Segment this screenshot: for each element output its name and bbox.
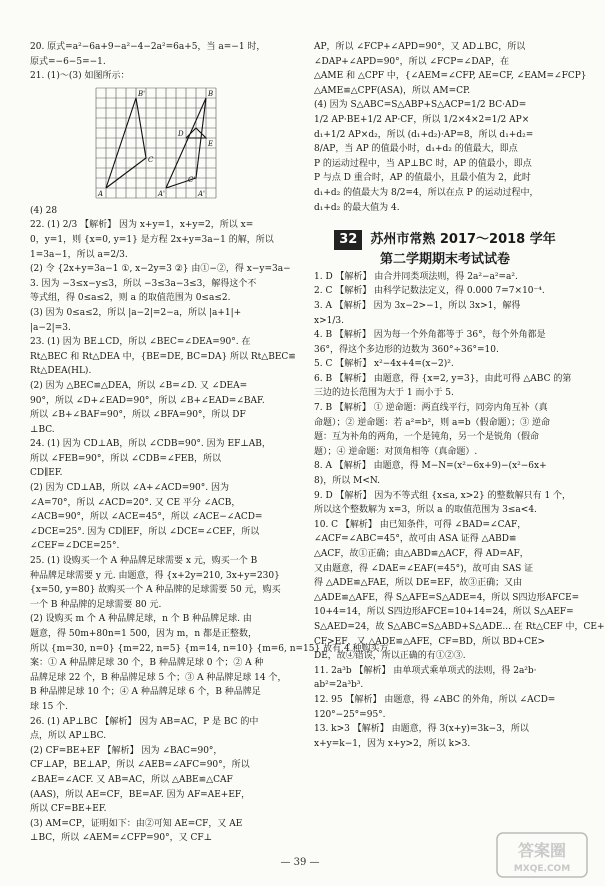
line-text: (AAS)，所以 AE=CF，BE=AF. 因为 AF=AE+EF， <box>30 789 251 800</box>
line-text: 题意，得 50m+80n=1 500，因为 m，n 都是正整数， <box>30 629 257 639</box>
line-text: ab²=2a³b³. <box>314 680 364 691</box>
line-text: 26. (1) AP⊥BC 【解析】 因为 AB=AC，P 是 BC 的中 <box>30 716 259 727</box>
text-line <box>314 518 576 533</box>
text-line <box>314 299 576 314</box>
text-line <box>314 430 576 445</box>
text-line <box>314 562 576 577</box>
line-text: 题）；④ 逆命题：对顶角相等（真命题）. <box>314 446 478 457</box>
text-line <box>314 157 576 172</box>
text-line <box>314 171 576 186</box>
line-text: d₁+1/2 AP×d₂，所以 (d₁+d₂)·AP=8，所以 d₁+d₂= <box>314 129 534 140</box>
text-line <box>314 605 576 620</box>
line-text: 120°−25°=95°. <box>314 709 386 720</box>
line-text: 原式=−6−5=−1. <box>30 56 106 67</box>
text-line <box>314 489 576 504</box>
line-text: 10. C 【解析】 由已知条件，可得 ∠BAD=∠CAF， <box>314 519 527 530</box>
text-line <box>30 539 292 554</box>
line-text: 1/2 AP·BE+1/2 AP·CF，所以 1/2×4×2=1/2 AP× <box>314 114 530 125</box>
line-text: (3) 因为 0≤a≤2，所以 |a−2|=2−a，所以 |a+1|+ <box>30 307 242 318</box>
text-line <box>30 569 292 584</box>
text-line <box>30 802 292 817</box>
line-text: 8/AP，当 AP 的值最小时，d₁+d₂ 的值最大，即点 <box>314 144 518 155</box>
line-text: 7. B 【解析】 ① 逆命题：两直线平行，同旁内角互补（真 <box>314 403 548 414</box>
line-text: 36°，得这个多边形的边数为 360°÷36°=10. <box>314 344 499 355</box>
text-line <box>30 685 292 700</box>
line-text: d₁+d₂ 的最大值为 4. <box>314 202 400 213</box>
text-line <box>30 379 292 394</box>
text-line <box>30 204 292 219</box>
line-text: B 种品牌足球 10 个；④ A 种品牌足球 6 个，B 种品牌足 <box>30 687 261 698</box>
text-line <box>314 576 576 591</box>
text-line <box>314 372 576 387</box>
line-text: 3. A 【解析】 因为 3x−2>−1，所以 3x>1，解得 <box>314 300 521 311</box>
line-text: 种品牌足球需要 y 元. 由题意，得 {x+2y=210, 3x+y=230} <box>30 570 280 581</box>
text-line <box>314 328 576 343</box>
text-line <box>30 612 292 627</box>
text-line <box>30 466 292 481</box>
text-line <box>30 671 292 686</box>
watermark-logo <box>496 832 588 878</box>
text-line <box>314 201 576 216</box>
line-text: 22. (1) 2/3 【解析】 因为 x+y=1，x+y=2，所以 x= <box>30 220 254 231</box>
text-line <box>30 627 292 642</box>
line-text: 5. C 【解析】 x²−4x+4=(x−2)². <box>314 359 454 370</box>
section-title-line2: 第二学期期末考试试卷 <box>379 251 510 267</box>
text-line <box>314 445 576 460</box>
line-text: △ADE≌△AFE，得 S△AFE=S△ADE=4，所以 S四边形AFCE= <box>314 592 580 603</box>
text-line <box>314 55 576 70</box>
text-line <box>314 459 576 474</box>
text-line <box>30 700 292 715</box>
text-line <box>30 394 292 409</box>
text-line <box>30 496 292 511</box>
line-text: 21. (1)～(3) 如图所示： <box>30 71 130 82</box>
text-line <box>314 113 576 128</box>
fig-label: C' <box>188 175 196 184</box>
text-line <box>314 357 576 372</box>
fig-label: A <box>98 189 104 198</box>
text-line <box>314 186 576 201</box>
text-line <box>314 98 576 113</box>
line-text: (2) 设购买 m 个 A 种品牌足球，n 个 B 种品牌足球. 由 <box>30 614 252 625</box>
line-text: 3. 因为 −3≤x−y≤3，所以 −3≤3a−3≤3，解得这个不 <box>30 278 257 289</box>
line-text: 命题）；② 逆命题：若 a²=b²，则 a=b（假命题）；③ 逆命 <box>314 417 550 428</box>
text-line <box>314 693 576 708</box>
text-line <box>30 69 292 84</box>
text-line <box>30 598 292 613</box>
line-text: (2) 令 {2x+y=3a−1 ①, x−2y=3 ②} 由①−②，得 x−y=3a− <box>30 264 291 275</box>
line-text: (2) 因为 △BEC≌△DEA，所以 ∠B=∠D. 又 ∠DEA= <box>30 380 248 391</box>
line-text: 三边的边长范围为大于 1 而小于 5. <box>314 388 454 399</box>
text-line <box>314 547 576 562</box>
text-line <box>314 343 576 358</box>
line-text: 1=3a−1，所以 a=2/3. <box>30 249 128 260</box>
text-line <box>314 635 576 650</box>
section-heading-line2 <box>314 250 576 270</box>
text-line <box>314 386 576 401</box>
page-number: — 39 — <box>280 857 320 868</box>
line-text: 6. B 【解析】 由题意，得 {x=2, y=3}，由此可得 △ABC 的第 <box>314 373 572 384</box>
right-column <box>314 40 605 751</box>
text-line <box>30 248 292 263</box>
text-line <box>30 408 292 423</box>
line-text: x>1/3. <box>314 315 344 326</box>
line-text: (2) CF=BE+EF 【解析】 因为 ∠BAC=90°， <box>30 745 223 756</box>
text-line <box>314 737 576 752</box>
line-text: 又由题意，得 ∠DAE=∠EAF(=45°)，故可由 SAS 证 <box>314 563 534 574</box>
watermark-text: 答案圈 <box>517 841 567 860</box>
text-line <box>30 817 292 832</box>
line-text: S△AED=24，故 S△ABC=S△ABD+S△ADE... 在 Rt△CEF 中，CE+ <box>314 621 605 632</box>
text-line <box>314 84 576 99</box>
line-text: 所以 ∠B+∠BAF=90°，所以 ∠BFA=90°，所以 DF <box>30 410 246 421</box>
text-line <box>30 554 292 569</box>
text-line <box>314 314 576 329</box>
text-line <box>30 788 292 803</box>
text-line <box>30 773 292 788</box>
section-title-line1: 苏州市常熟 2017～2018 学年 <box>370 231 556 247</box>
fig-label: A' <box>158 189 165 198</box>
line-text: 所以 CF=BE+EF. <box>30 804 107 815</box>
text-line <box>314 215 576 230</box>
line-text: ∠ACF=∠ABC=45°，故可由 ASA 证得 △ABD≌ <box>314 534 517 545</box>
line-text: {x=50, y=80} 故购买一个 A 种品牌的足球需要 50 元，购买 <box>30 585 281 596</box>
text-line <box>314 416 576 431</box>
line-text: 案：① A 种品牌足球 30 个，B 种品牌足球 0 个；② A 种 <box>30 658 264 669</box>
text-line <box>30 452 292 467</box>
text-line <box>30 758 292 773</box>
fig-label: A' <box>198 189 205 198</box>
line-text: 等式组，得 0≤a≤2，则 a 的取值范围为 0≤a≤2. <box>30 293 231 304</box>
text-line <box>30 40 292 55</box>
text-line <box>30 481 292 496</box>
line-text: △AME≌△CPF(ASA)，所以 AM=CP. <box>314 85 471 96</box>
text-line <box>30 218 292 233</box>
line-text: 品牌足球 22 个，B 种品牌足球 5 个；③ A 种品牌足球 14 个， <box>30 672 287 683</box>
line-text: 13. k>3 【解析】 由题意，得 3(x+y)=3k−3，所以 <box>314 724 529 735</box>
text-line <box>30 233 292 248</box>
line-text: (4) 因为 S△ABC=S△ABP+S△ACP=1/2 BC·AD= <box>314 100 527 111</box>
text-line <box>30 423 292 438</box>
text-line <box>314 142 576 157</box>
text-line <box>314 40 576 55</box>
line-text: △AME 和 △CPF 中，{∠AEM=∠CFP, AE=CF, ∠EAM=∠FCP} <box>314 71 587 82</box>
line-text: 球 15 个. <box>30 701 69 712</box>
text-line <box>30 583 292 598</box>
line-text: 20. 原式=a²−6a+9−a²−4−2a²=6a+5，当 a=−1 时， <box>30 42 266 52</box>
section-number: 32 <box>334 230 362 250</box>
line-text: d₁+d₂ 的值最大为 8/2=4，所以在点 P 的运动过程中， <box>314 187 539 198</box>
line-text: ∠A=70°，所以 ∠ACD=20°. 又 CE 平分 ∠ACB， <box>30 497 241 508</box>
line-text: 点，所以 AP⊥BC. <box>30 731 107 742</box>
text-line <box>30 350 296 365</box>
line-text: ∠DAP+∠APD=90°，所以 ∠FCP=∠DAP，在 <box>314 56 510 67</box>
line-text: 24. (1) 因为 CD⊥AB，所以 ∠CDB=90°. 因为 EF⊥AB， <box>30 439 271 450</box>
line-text: x+y=k−1，因为 x+y>2，所以 k>3. <box>314 738 471 749</box>
line-text: 0，y=1，则 {x=0, y=1} 是方程 2x+y=3a−1 的解，所以 <box>30 234 274 245</box>
text-line <box>30 831 292 846</box>
line-text: P 的运动过程中，当 AP⊥BC 时，AP 的值最小，即点 <box>314 158 532 169</box>
text-line <box>30 55 292 70</box>
line-text: ∠DCE=25°. 因为 CD∥EF，所以 ∠DCE=∠CEF，所以 <box>30 526 260 537</box>
line-text: 得 △ADE≌△FAE，所以 DE=EF，故③正确；又由 <box>314 578 523 589</box>
line-text: CF>EF，又 △ADE≌△AFE，CF=BD，所以 BD+CE> <box>314 636 546 647</box>
text-line <box>30 364 292 379</box>
fig-label: B <box>208 89 214 98</box>
line-text: (4) 28 <box>30 205 58 216</box>
line-text: 9. D 【解析】 因为不等式组 {x≤a, x>2} 的整数解只有 1 个， <box>314 490 572 501</box>
fig-label: C <box>148 155 154 164</box>
line-text: P 与点 D 重合时，AP 的值最小，且最小值为 2，此时 <box>314 173 531 184</box>
line-text: ∠ACB=90°，所以 ∠ACE=45°，所以 ∠ACE−∠ACD= <box>30 512 263 523</box>
line-text: CF⊥AP，BE⊥AP，所以 ∠AEB=∠AFC=90°，所以 <box>30 760 250 771</box>
line-text: △ACF，故①正确；由△ABD≌△ACF，得 AD=AF， <box>314 549 529 559</box>
line-text: (3) AM=CP，证明如下：由②可知 AE=CF，又 AE <box>30 818 243 829</box>
text-line <box>314 284 576 299</box>
grid-figure-svg <box>92 84 220 202</box>
text-line <box>30 437 292 452</box>
line-text: AP，所以 ∠FCP+∠APD=90°，又 AD⊥BC，所以 <box>314 42 526 52</box>
line-text: 90°，所以 ∠D+∠EAD=90°，所以 ∠B+∠EAD=∠BAF. <box>30 395 265 406</box>
line-text: 23. (1) 因为 BE⊥CD，所以 ∠BEC=∠DEA=90°. 在 <box>30 337 251 348</box>
text-line <box>314 678 576 693</box>
line-text: 一个 B 种品牌的足球需要 80 元. <box>30 599 162 610</box>
line-text: ⊥BC. <box>30 424 55 435</box>
text-line <box>314 664 576 679</box>
text-line <box>314 270 576 285</box>
text-line <box>314 620 605 635</box>
line-text: 11. 2a³b 【解析】 由单项式乘单项式的法则，得 2a²b· <box>314 665 537 676</box>
text-line <box>30 306 292 321</box>
line-text: ∠BAE=∠ACF. 又 AB=AC，所以 △ABE≌△CAF <box>30 774 233 785</box>
text-line <box>314 128 576 143</box>
text-line <box>30 335 292 350</box>
text-line <box>30 321 292 336</box>
line-text: 8. A 【解析】 由题意，得 M−N=(x²−6x+9)−(x²−6x+ <box>314 461 547 472</box>
text-line <box>30 729 292 744</box>
line-text: |a−2|=3. <box>30 322 71 333</box>
line-text: DE，故④错误，所以正确的有①②③. <box>314 651 466 662</box>
watermark-sub: MXQE.COM <box>513 864 571 874</box>
text-line <box>30 744 292 759</box>
text-line <box>314 474 576 489</box>
grid-figure <box>30 84 292 204</box>
line-text: 题：互为补角的两角，一个是钝角，另一个是锐角（假命 <box>314 432 540 443</box>
text-line <box>30 525 292 540</box>
text-line <box>30 715 292 730</box>
fig-label: D <box>178 129 184 138</box>
line-text: 12. 95 【解析】 由题意，得 ∠ABC 的外角，所以 ∠ACD= <box>314 694 556 705</box>
text-line <box>30 656 292 671</box>
text-line <box>314 708 576 723</box>
text-line <box>30 262 292 277</box>
text-line <box>30 510 292 525</box>
line-text: (2) 因为 CD⊥AB，所以 ∠A+∠ACD=90°. 因为 <box>30 483 229 494</box>
text-line <box>314 401 576 416</box>
line-text: 1. D 【解析】 由合并同类项法则，得 2a²−a²=a². <box>314 271 518 282</box>
line-text: 10+4=14，所以 S四边形AFCE=10+14=24，所以 S△AEF= <box>314 607 574 618</box>
line-text: CD∥EF. <box>30 468 63 479</box>
text-line <box>314 722 576 737</box>
line-text: Rt△DEA(HL). <box>30 366 92 377</box>
line-text: 2. C 【解析】 由科学记数法定义，得 0.000 7=7×10⁻⁴. <box>314 286 545 297</box>
line-text: ⊥BC，所以 ∠AEM=∠CFP=90°，又 CF⊥ <box>30 833 213 844</box>
text-line <box>314 69 587 84</box>
line-text: 所以 ∠FEB=90°，所以 ∠CDB=∠FEB，所以 <box>30 453 221 464</box>
text-line <box>314 591 580 606</box>
fig-label: B' <box>138 89 146 98</box>
text-line <box>30 291 292 306</box>
fig-label: E <box>208 139 214 148</box>
line-text: Rt△BEC 和 Rt△DEA 中，{BE=DE, BC=DA} 所以 Rt△BEC≌ <box>30 351 296 362</box>
line-text: 8)，所以 M<N. <box>314 476 381 487</box>
line-text: ∠CEF=∠DCE=25°. <box>30 541 120 552</box>
text-line <box>314 532 576 547</box>
text-line <box>30 277 292 292</box>
text-line <box>314 649 576 664</box>
line-text: 所以这个整数解为 x=3，所以 a 的取值范围为 3≤a<4. <box>314 505 537 516</box>
section-heading <box>314 230 576 250</box>
line-text: 4. B 【解析】 因为每一个外角都等于 36°，每个外角都是 <box>314 330 546 341</box>
line-text: 所以 {m=30, n=0} {m=22, n=5} {m=14, n=10} {m=6, n=15} 故有 4 种购买方 <box>30 643 389 654</box>
line-text: 25. (1) 设购买一个 A 种品牌足球需要 x 元，购买一个 B <box>30 556 258 567</box>
text-line <box>314 503 576 518</box>
text-line <box>30 642 389 657</box>
